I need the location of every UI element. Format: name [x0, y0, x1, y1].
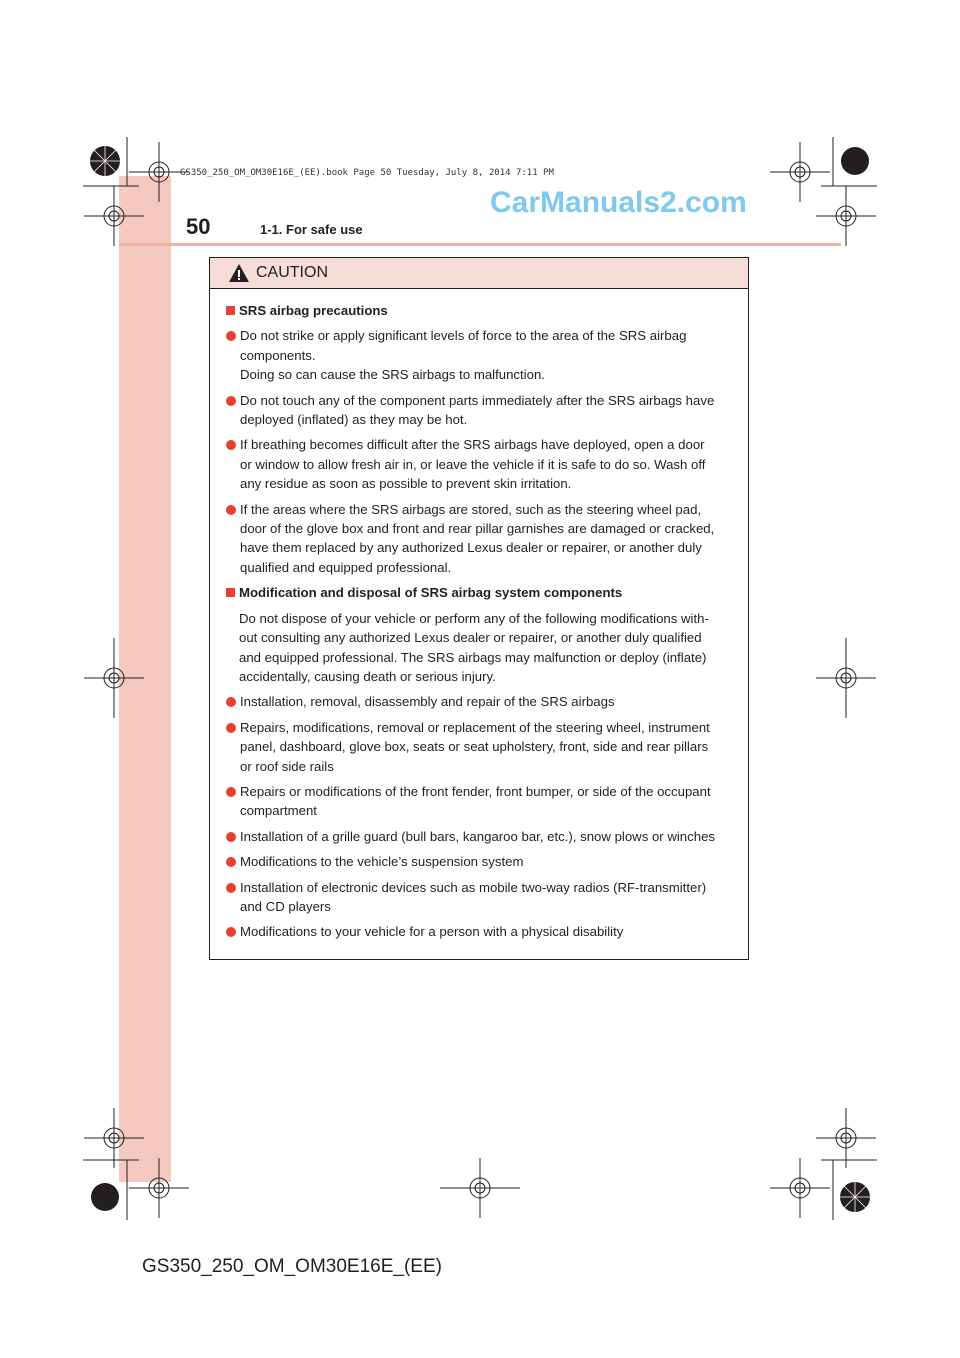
section-heading: Modification and disposal of SRS airbag system components	[226, 583, 742, 602]
registration-target-icon	[129, 1158, 189, 1218]
list-item-text	[240, 500, 742, 578]
registration-target-icon	[770, 1158, 830, 1218]
round-bullet-icon	[226, 396, 236, 406]
text-line: qualified and equipped professional.	[240, 559, 452, 575]
list-item	[226, 692, 742, 711]
watermark: CarManuals2.com	[490, 186, 747, 219]
caution-title: CAUTION	[256, 264, 328, 281]
list-item-text	[240, 718, 742, 776]
list-item	[226, 922, 742, 941]
text-line: out consulting any authorized Lexus dealer or repairer, or another duly qualified	[239, 630, 702, 646]
list-item	[226, 718, 742, 776]
text-line: If breathing becomes difficult after the SRS airbags have deployed, open a door	[240, 437, 705, 453]
text-line: compartment	[240, 803, 317, 819]
list-item-text	[240, 782, 742, 821]
round-bullet-icon	[226, 927, 236, 937]
registration-target-icon	[440, 1158, 520, 1218]
bullet-list	[226, 692, 742, 941]
text-line: deployed (inflated) as they may be hot.	[240, 412, 468, 428]
text-line: Repairs or modifications of the front fender, front bumper, or side of the occupant	[240, 783, 711, 799]
caution-body	[210, 289, 748, 942]
text-line: Do not strike or apply significant levels of force to the area of the SRS airbag	[240, 328, 687, 344]
text-line: accidentally, causing death or serious injury.	[239, 668, 496, 684]
list-item	[226, 391, 742, 430]
text-line: If the areas where the SRS airbags are stored, such as the steering wheel pad,	[240, 501, 702, 517]
registration-target-icon	[816, 638, 876, 718]
page-number: 50	[186, 214, 211, 239]
text-line: and CD players	[240, 898, 331, 914]
round-bullet-icon	[226, 832, 236, 842]
text-line: or window to allow fresh air in, or leave the vehicle if it is safe to do so. Wash off	[240, 456, 706, 472]
starburst-mark-icon	[838, 1180, 872, 1214]
registration-target-icon	[84, 638, 144, 718]
text-line: have them replaced by any authorized Lexus dealer or repairer, or another duly	[240, 540, 702, 556]
registration-target-icon	[816, 186, 876, 246]
section-title: 1-1. For safe use	[260, 222, 363, 237]
text-line: and equipped professional. The SRS airbags may malfunction or deploy (inflate)	[239, 649, 707, 665]
bullet-list	[226, 326, 742, 577]
round-bullet-icon	[226, 697, 236, 707]
text-line: or roof side rails	[240, 758, 334, 774]
caution-header	[210, 258, 748, 289]
list-item-text	[240, 878, 742, 917]
text-line: Repairs, modifications, removal or replacement of the steering wheel, instrument	[240, 719, 710, 735]
book-info: GS350_250_OM_OM30E16E_(EE).book Page 50 Tuesday, July 8, 2014 7:11 PM	[180, 168, 554, 178]
list-item-text	[240, 435, 742, 493]
text-line: Installation of a grille guard (bull bars, kangaroo bar, etc.), snow plows or winches	[240, 828, 715, 844]
round-bullet-icon	[226, 723, 236, 733]
text-line: panel, dashboard, glove box, seats or seat upholstery, front, side and rear pillars	[240, 739, 709, 755]
solid-dot-mark-icon	[88, 1180, 122, 1214]
starburst-mark-icon	[88, 144, 122, 178]
list-item	[226, 852, 742, 871]
warning-triangle-icon	[228, 263, 250, 283]
round-bullet-icon	[226, 440, 236, 450]
round-bullet-icon	[226, 857, 236, 867]
text-line: Installation, removal, disassembly and repair of the SRS airbags	[240, 694, 615, 710]
text-line: Doing so can cause the SRS airbags to malfunction.	[240, 367, 545, 383]
caution-box	[209, 257, 749, 960]
list-item-text	[240, 827, 742, 846]
list-item-text	[240, 326, 742, 384]
round-bullet-icon	[226, 787, 236, 797]
list-item	[226, 827, 742, 846]
list-item	[226, 500, 742, 578]
square-bullet-icon	[226, 306, 235, 315]
text-line: components.	[240, 347, 316, 363]
list-item-text	[240, 692, 742, 711]
text-line: Do not touch any of the component parts immediately after the SRS airbags have	[240, 392, 715, 408]
list-item	[226, 435, 742, 493]
list-item	[226, 782, 742, 821]
text-line: Modifications to your vehicle for a person with a physical disability	[240, 924, 624, 940]
list-item	[226, 326, 742, 384]
square-bullet-icon	[226, 588, 235, 597]
footer-document-code: GS350_250_OM_OM30E16E_(EE)	[142, 1256, 442, 1277]
text-line: Modifications to the vehicle’s suspension system	[240, 854, 524, 870]
list-item-text	[240, 391, 742, 430]
section-heading: SRS airbag precautions	[226, 301, 742, 320]
text-line: any residue as soon as possible to prevent skin irritation.	[240, 476, 572, 492]
text-line: door of the glove box and front and rear pillar garnishes are damaged or cracked,	[240, 521, 715, 537]
round-bullet-icon	[226, 331, 236, 341]
list-item-text	[240, 852, 742, 871]
list-item-text	[240, 922, 742, 941]
solid-dot-mark-icon	[838, 144, 872, 178]
round-bullet-icon	[226, 505, 236, 515]
list-item	[226, 878, 742, 917]
round-bullet-icon	[226, 883, 236, 893]
text-line: Do not dispose of your vehicle or perform any of the following modifications with-	[239, 610, 709, 626]
section-paragraph	[239, 609, 742, 687]
text-line: Installation of electronic devices such as mobile two-way radios (RF-transmitter)	[240, 879, 707, 895]
